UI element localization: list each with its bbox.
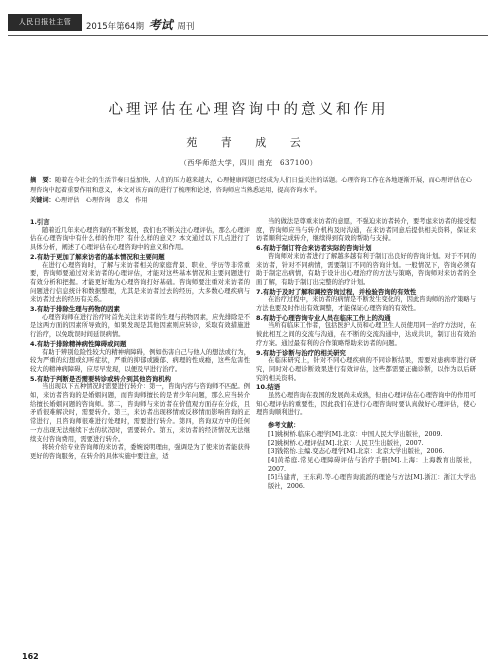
- keywords-label: 关键词：: [30, 197, 55, 204]
- author-affiliation: （西华师范大学，四川 南充 637100）: [179, 159, 318, 167]
- references-heading: 参考文献：: [268, 422, 300, 430]
- paragraph: 虽然心理咨询在我国的发展尚未成熟，但由心理评估在心理咨询中的作用可知心理评估的重要性，因此我们在进行心理咨询时要认真做好心理评估，使心理咨询顺利进行。: [256, 392, 476, 417]
- abstract-label: 摘 要：: [30, 177, 55, 184]
- paragraph: 将转介给专业咨询师的来访者，委婉说明理由，强调是为了使来访者能获得更好的咨询服务，在转介的具体实施中要注意，适: [30, 444, 250, 460]
- paragraph: 当所有临床工作者，包括医护人员和心理卫生人员使用同一治疗方法时，在彼此相互之间的交流与沟通，在不断的交流沟通中，达成共识，制订出有效治疗方案。通过最有利的合作策略帮助来访者的问题。: [256, 322, 476, 347]
- abstract-text: 随着在今社会的生活节奏日益加快，人们的压力越来越大，心理健康问题已经成为人们日益关注的话题。心理咨询工作在各地逐渐开展，而心理评估在心理咨询中起着重要作用和意义，本文对该方面的进行了梳理和论述，咨询师应当熟悉运用，提高咨询水平。: [30, 177, 472, 194]
- section-heading: 8.有助于心理咨询专业人员在临床工作上的沟通: [256, 313, 391, 322]
- magazine-suffix: 周刊: [177, 22, 195, 32]
- section-heading: 9.有助于诊断与治疗的相关研究: [256, 348, 346, 357]
- section-heading: 1.引言: [30, 218, 50, 226]
- paragraph: 咨询师对来访者进行了解越多越有利于制订出良好的咨询计划。对于不同的来访者，针对不同病情，需要制订不同的咨询计划。一般情况下，咨询必须有助于制定出病情，有助于设计出心理治疗的方法与策略，咨询师对来访者的全面了解，有助于制订出完整的治疗计划。: [256, 252, 476, 286]
- section-heading: 10.结语: [256, 383, 281, 392]
- keywords: [30, 196, 472, 205]
- right-column: [256, 218, 476, 492]
- header-divider: [8, 35, 488, 36]
- paragraph: 心理咨询师在进行治疗时首先关注来访者的生理与药物因素，应先排除是不是这两方面的因素所导致的，如果发现是其他因素则应转诊，采取有效措施进行治疗，以免耽误时间延误病情。: [30, 313, 250, 339]
- section-heading: 4.有助于排除精神病性障碍或问题: [30, 339, 127, 348]
- paragraph: 随着近几年来心理咨询的不断发展，我们也不断关注心理评估，那么心理评估在心理咨询中有什么样的作用？有什么样的意义？本文通过以下几点进行了具体分析，阐述了心理评估在心理咨询中的意义和作用。: [30, 226, 250, 252]
- reference-item: [5]马建青，王东莉.等.心理咨询流派的理论与方法[M].浙江：浙江大学出版社，2006.: [268, 474, 476, 491]
- section-heading: 6.有助于制订符合来访者实际的咨询计划: [256, 244, 372, 253]
- paragraph: 在治疗过程中，来访者的病情是不断发生变化的，因此咨询师的治疗策略与方法也要及时作出有效调整，才能保证心理咨询的有效性。: [256, 296, 476, 313]
- page-number: 162: [22, 652, 39, 661]
- paragraph: 在进行心理咨询时，了解与来访者相关的家庭背景、职业、学历等非常重要，咨询师要通过对来访者的心理评估，才能对这些基本情况和主要问题进行有效分析和把握。才能更好地为心理咨询打好基础。咨询师要注重对来访者的问题进行信息统计和数据整理，尤其是来访者过去的经历，大多数心理疾病与来访者过去的经历有关系。: [30, 261, 250, 304]
- paragraph: 当出现以下五种情况时需要进行转介：第一，咨询内容与咨询师不匹配。例如，来访者咨询的是婚姻问题，而咨询师擅长的是青少年问题，那么应当转介给擅长婚姻问题的咨询师。第二，咨询师与来访者在价值观方面存在分歧，且矛盾很难解决时，需要转介。第三，来访者出现移情或反移情而影响咨询的正常进行，且咨询师很难进行处理时，需要进行转介。第四，咨询双方中的任何一方出现无法继续下去的状况时，需要转介。第五，来访者的经济情况无法继续支付咨询费用，需要进行转介。: [30, 383, 250, 443]
- year-issue: 2015年第64期: [86, 22, 144, 32]
- paragraph: 在临床研究上，针对不同心理疾病的不同诊断结果，需要对患病率进行研究，同时对心理诊断效果进行有效评估，这些都需要正确诊断，以作为以后研究的相关资料。: [256, 357, 476, 382]
- reference-item: [4]黄希庭.常见心理障碍评估与治疗手册[M].上海：上海教育出版社，2007.: [268, 456, 476, 473]
- magazine-name: 考试: [148, 18, 173, 32]
- keywords-text: 心理评估 心理咨询 意义 作用: [54, 197, 148, 204]
- reference-item: [3]钱铭怡.主编.变态心理学[M].北京：北京大学出版社，2006.: [268, 448, 445, 456]
- reference-item: [2]姚树桥.心理评估[M].北京：人民卫生出版社，2007.: [268, 439, 424, 447]
- paragraph: 当的做法是尊重来访者的意愿，不强迫来访者转介，要考虑来访者的接受程度，咨询师应当与转介机构及时沟通，在来访者同意后提供相关资料，保证来访者顺利完成转介，继续得到有效的帮助与支持。: [256, 218, 476, 243]
- journal-header: [0, 0, 497, 44]
- publisher-logo: 人民日报社主管: [8, 14, 82, 31]
- reference-item: [1]姚树桥.临床心理学[M].北京：中国人民大学出版社，2009.: [268, 430, 443, 438]
- section-heading: 3.有助于排除生理与药物的因素: [30, 305, 120, 314]
- paragraph: 有助于辨别危险性较大的精神病障碍，例如伤害自己与他人的想法或行为，较为严重的幻想或幻听症状，严重的抑郁或躁郁、病理的性成瘾，这些危害性较大的精神病障碍，应尽早发现，以便及早进行治疗。: [30, 348, 250, 373]
- section-heading: 7.有助于及时了解和调控咨询过程，并检验咨询的有效性: [256, 287, 417, 296]
- abstract: [30, 176, 472, 195]
- article-title: 心理评估在心理咨询中的意义和作用: [108, 102, 389, 118]
- section-heading: 5.有助于判断是否需要转诊或转介到其他咨询机构: [30, 374, 172, 383]
- issue-info: [86, 16, 194, 33]
- article-author: 苑 青 成 云: [186, 136, 311, 149]
- left-column: [30, 218, 250, 462]
- section-heading: 2.有助于更加了解来访者的基本情况和主要问题: [30, 252, 165, 261]
